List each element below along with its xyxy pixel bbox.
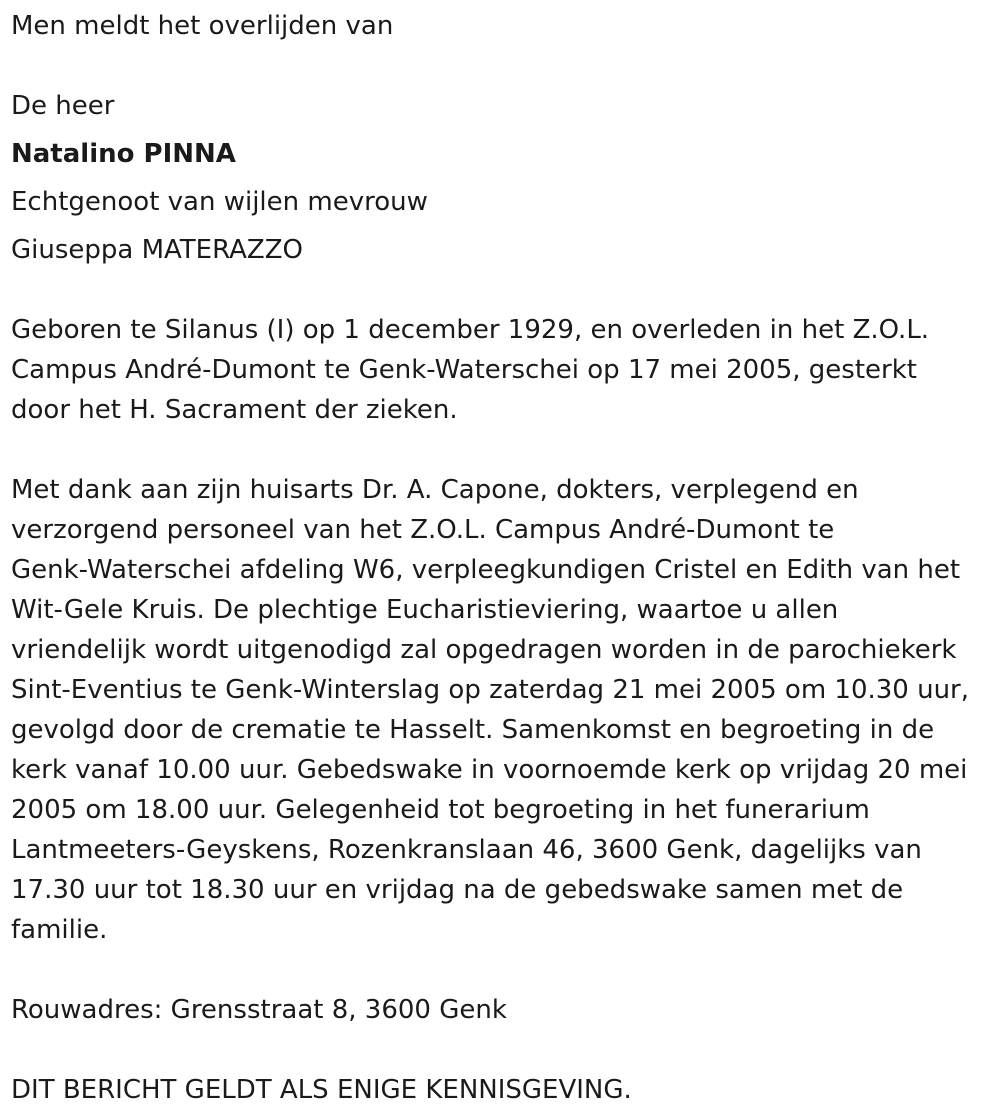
thanks-line: Genk-Waterschei afdeling W6, verpleegkundigen Cristel en Edith van het xyxy=(11,555,961,585)
intro-text: Men meldt het overlijden van xyxy=(11,11,394,41)
birth-death-line: door het H. Sacrament der zieken. xyxy=(11,395,458,425)
thanks-line: vriendelijk wordt uitgenodigd zal opgedragen worden in de parochiekerk xyxy=(11,635,957,665)
thanks-line: Sint-Eventius te Genk-Winterslag op zaterdag 21 mei 2005 om 10.30 uur, xyxy=(11,675,970,705)
thanks-line: Met dank aan zijn huisarts Dr. A. Capone, dokters, verplegend en xyxy=(11,475,859,505)
salutation-text: De heer xyxy=(11,91,115,121)
thanks-line: 2005 om 18.00 uur. Gelegenheid tot begroeting in het funerarium xyxy=(11,795,870,825)
deceased-name: Natalino PINNA xyxy=(11,139,236,169)
relation-text: Echtgenoot van wijlen mevrouw xyxy=(11,187,428,217)
thanks-line: kerk vanaf 10.00 uur. Gebedswake in voornoemde kerk op vrijdag 20 mei xyxy=(11,755,968,785)
thanks-line: Wit-Gele Kruis. De plechtige Eucharistieviering, waartoe u allen xyxy=(11,595,839,625)
birth-death-paragraph xyxy=(11,310,980,430)
thanks-paragraph xyxy=(11,470,980,950)
thanks-line: 17.30 uur tot 18.30 uur en vrijdag na de gebedswake samen met de xyxy=(11,875,904,905)
address-text: Rouwadres: Grensstraat 8, 3600 Genk xyxy=(11,995,507,1025)
thanks-line: gevolgd door de crematie te Hasselt. Samenkomst en begroeting in de xyxy=(11,715,935,745)
thanks-line: familie. xyxy=(11,915,108,945)
thanks-line: verzorgend personeel van het Z.O.L. Campus André-Dumont te xyxy=(11,515,835,545)
spouse-name: Giuseppa MATERAZZO xyxy=(11,235,303,265)
thanks-line: Lantmeeters-Geyskens, Rozenkranslaan 46, 3600 Genk, dagelijks van xyxy=(11,835,922,865)
closing-text: DIT BERICHT GELDT ALS ENIGE KENNISGEVING. xyxy=(11,1075,632,1105)
birth-death-line: Geboren te Silanus (I) op 1 december 1929, en overleden in het Z.O.L. xyxy=(11,315,930,345)
birth-death-line: Campus André-Dumont te Genk-Waterschei op 17 mei 2005, gesterkt xyxy=(11,355,917,385)
